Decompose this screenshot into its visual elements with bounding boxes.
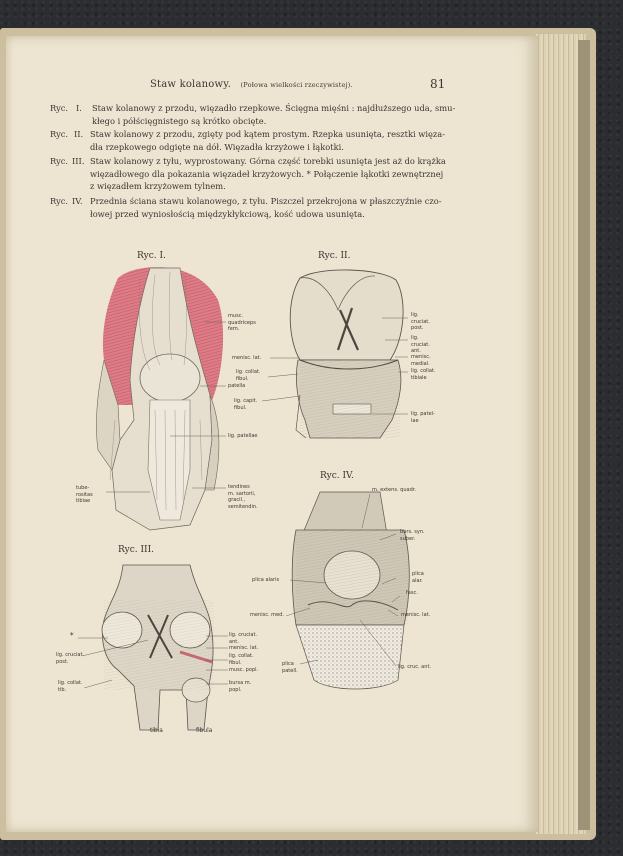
figure-4-anterior-wall — [292, 492, 409, 689]
caption-line: kłego i półścięgnistego są krótko obcięte. — [92, 115, 267, 126]
caption-prefix: Ryc. — [50, 129, 69, 139]
label-lig-collat-fibul: lig. collat. fibul. — [236, 369, 261, 382]
label-tendines: tendines m. sartorii, gracil., semitendin. — [228, 484, 258, 510]
label-patella: patella — [228, 383, 246, 389]
label-lig-collat-tibiale: lig. collat. tibiale — [411, 368, 436, 381]
caption-prefix: Ryc. — [50, 196, 69, 206]
label-lig-cruciat-ant: lig. cruciat. ant. — [411, 335, 430, 354]
caption-prefix: Ryc. — [50, 103, 69, 113]
label-tuberositas-tibiae: tube- rositas tibiae — [76, 485, 93, 504]
figure-title-2: Ryc. II. — [318, 251, 351, 261]
label-lig-cruciat-ant-3: lig. cruciat. ant. — [229, 632, 258, 645]
caption-line: Przednia ściana stawu kolanowego, z tyłu. Piszczel przekrojona w płaszczyźnie czo- — [90, 196, 442, 206]
caption-line: z więzadłem krzyżowem tylnem. — [90, 181, 226, 191]
label-lig-collat-fibul-3: lig. collat. fibul. — [229, 653, 254, 666]
label-m-extens-quadr: m. extens. quadr. — [372, 487, 416, 493]
label-tibia: tibia — [150, 726, 163, 734]
label-lig-patellae-2: lig. patel- lae — [411, 411, 435, 424]
label-menisc-lat-3: menisc. lat. — [229, 645, 259, 651]
label-burs-syn-suber: burs. syn. suber. — [400, 529, 425, 542]
label-bursa-popl: bursa m. popl. — [229, 680, 252, 693]
running-subtitle: (Połowa wielkości rzeczywistej). — [240, 81, 353, 89]
label-asterisk: * — [70, 631, 74, 640]
label-lig-cruciat-post-3: lig. cruciat. post. — [56, 652, 85, 665]
label-lig-collat-tib: lig. collat. tib. — [58, 680, 83, 693]
label-fasc: fasc. — [406, 590, 418, 596]
figure-1-knee-anterior — [96, 267, 223, 530]
label-lig-cruciat-post: lig. cruciat. post. — [411, 312, 430, 331]
caption-number: II. — [74, 129, 84, 139]
caption-line: Staw kolanowy z przodu, więzadło rzepkowe. Ścięgna mięśni : najdłuższego uda, smu- — [92, 103, 456, 113]
caption-line: więzadłowego dla pokazania więzadeł krzyżowych. * Połączenie łąkotki zewnętrznej — [90, 168, 444, 179]
label-lig-cruc-ant: lig. cruc. ant. — [398, 664, 432, 670]
label-plica-patell: plica patell. — [282, 661, 298, 674]
caption-number: I. — [76, 103, 82, 113]
figure-2-knee-flexed — [290, 270, 403, 438]
figure-title-4: Ryc. IV. — [320, 471, 354, 481]
caption-line: dła rzepkowego odgięte na dół. Więzadła krzyżowe i łąkotki. — [90, 141, 344, 152]
label-lig-patellae: lig. patellae — [228, 433, 258, 439]
caption-prefix: Ryc. — [50, 156, 69, 166]
label-fibula: fibula — [196, 726, 213, 734]
caption-number: IV. — [72, 196, 83, 206]
figure-title-3: Ryc. III. — [118, 545, 154, 555]
caption-line: Staw kolanowy z przodu, zgięty pod kątem prostym. Rzepka usunięta, resztki więza- — [90, 129, 446, 139]
label-plica-alaris: plica alaris — [252, 577, 280, 583]
label-menisc-med: menisc. med. — [250, 612, 284, 618]
caption-number: III. — [72, 156, 85, 166]
figure-3-knee-posterior — [102, 565, 214, 730]
label-lig-capit-fibul: lig. capit. fibul. — [234, 398, 258, 411]
label-menisc-medial: menisc. medial. — [411, 354, 431, 367]
page-number: 81 — [430, 77, 446, 91]
running-title: Staw kolanowy. — [150, 79, 232, 90]
figure-title-1: Ryc. I. — [137, 251, 166, 261]
caption-line: łowej przed wyniosłością międzykłykciową, kość udowa usunięta. — [90, 208, 365, 219]
label-menisc-lat: menisc. lat. — [232, 355, 262, 361]
label-musc-popl: musc. popl. — [229, 667, 259, 673]
caption-line: Staw kolanowy z tyłu, wyprostowany. Górna część torebki usunięta jest aż do krążka — [90, 156, 446, 166]
label-menisc-lat-4: menisc. lat. — [401, 612, 431, 618]
label-plica-alar: plica alar. — [412, 571, 424, 584]
label-musc-quadriceps: musc. quadriceps fem. — [228, 313, 256, 332]
